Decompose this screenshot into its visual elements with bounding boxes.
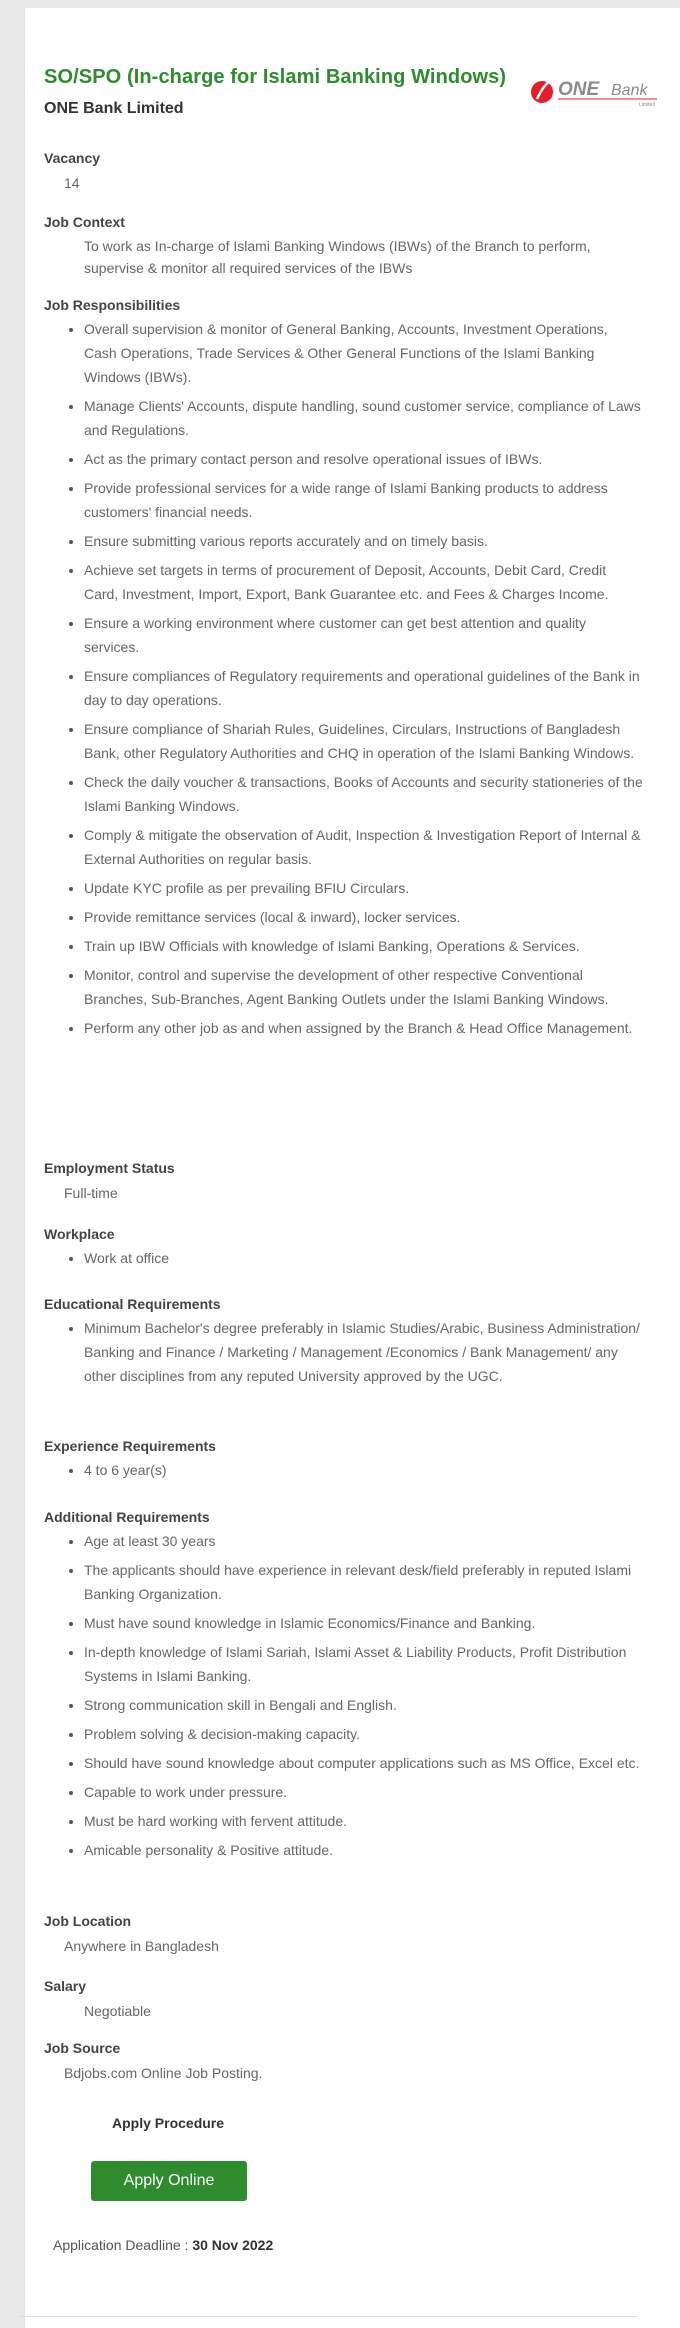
responsibilities-label: Job Responsibilities: [44, 297, 181, 313]
education-label: Educational Requirements: [44, 1296, 221, 1312]
list-item: • Problem solving & decision-making capacity.: [84, 1722, 644, 1746]
responsibilities-section: [44, 295, 644, 1045]
workplace-section: [44, 1224, 644, 1275]
salary-value: Negotiable: [84, 2003, 151, 2019]
education-list: [44, 1316, 644, 1388]
top-bar: [0, 0, 680, 8]
list-item: • Update KYC profile as per prevailing BFIU Circulars.: [84, 876, 644, 900]
list-item: • Minimum Bachelor's degree preferably in Islamic Studies/Arabic, Business Administration/ Banking and Finance / Marketing / Management /Economics / Bank Management/ any other disciplines from any reputed University approved by the UGC.: [84, 1316, 644, 1388]
workplace-list: [44, 1246, 644, 1270]
list-item: • Strong communication skill in Bengali and English.: [84, 1693, 644, 1717]
list-item: • Amicable personality & Positive attitude.: [84, 1838, 644, 1862]
list-item: • 4 to 6 year(s): [84, 1458, 644, 1482]
list-item: • Ensure submitting various reports accurately and on timely basis.: [84, 529, 644, 553]
employment-status-label: Employment Status: [44, 1160, 175, 1176]
logo-text-limited: Limited: [639, 102, 656, 108]
company-name: ONE Bank Limited: [44, 100, 184, 117]
experience-list: [44, 1458, 644, 1482]
job-context-label: Job Context: [44, 214, 125, 230]
experience-label: Experience Requirements: [44, 1438, 216, 1454]
divider: [19, 2316, 637, 2317]
job-location-section: [44, 1911, 644, 1956]
application-deadline: [53, 2237, 273, 2253]
list-item: • In-depth knowledge of Islami Sariah, Islami Asset & Liability Products, Profit Distribution Systems in Islami Banking.: [84, 1640, 644, 1688]
job-card: [24, 8, 680, 2328]
list-item: • Work at office: [84, 1246, 644, 1270]
list-item: • Ensure compliances of Regulatory requirements and operational guidelines of the Bank in day to day operations.: [84, 664, 644, 712]
apply-online-button[interactable]: Apply Online: [91, 2161, 247, 2201]
employment-status-value: Full-time: [64, 1185, 118, 1201]
vacancy-label: Vacancy: [44, 150, 101, 166]
job-location-value: Anywhere in Bangladesh: [64, 1938, 219, 1954]
list-item: • Must be hard working with fervent attitude.: [84, 1809, 644, 1833]
list-item: • Perform any other job as and when assigned by the Branch & Head Office Management.: [84, 1016, 644, 1040]
list-item: • Capable to work under pressure.: [84, 1780, 644, 1804]
job-source-value: Bdjobs.com Online Job Posting.: [64, 2065, 263, 2081]
list-item: • The applicants should have experience in relevant desk/field preferably in reputed Islami Banking Organization.: [84, 1558, 644, 1606]
salary-label: Salary: [44, 1978, 87, 1994]
apply-procedure-heading: Apply Procedure: [112, 2115, 225, 2131]
list-item: • Comply & mitigate the observation of Audit, Inspection & Investigation Report of Internal & External Authorities on regular basis.: [84, 823, 644, 871]
list-item: • Train up IBW Officials with knowledge of Islami Banking, Operations & Services.: [84, 934, 644, 958]
workplace-label: Workplace: [44, 1226, 115, 1242]
logo-text-one: ONE: [558, 79, 600, 100]
education-section: [44, 1294, 644, 1393]
list-item: • Ensure compliance of Shariah Rules, Guidelines, Circulars, Instructions of Bangladesh Bank, other Regulatory Authorities and CHQ in operation of the Islami Banking Windows.: [84, 717, 644, 765]
responsibilities-list: [44, 317, 644, 1040]
additional-requirements-list: [44, 1529, 644, 1862]
deadline-value: 30 Nov 2022: [192, 2237, 274, 2253]
list-item: • Age at least 30 years: [84, 1529, 644, 1553]
list-item: • Check the daily voucher & transactions, Books of Accounts and security stationeries of the Islami Banking Windows.: [84, 770, 644, 818]
list-item: • Manage Clients' Accounts, dispute handling, sound customer service, compliance of Laws and Regulations.: [84, 394, 644, 442]
salary-section: [44, 1976, 644, 2022]
employment-status-section: [44, 1158, 644, 1203]
list-item: • Should have sound knowledge about computer applications such as MS Office, Excel etc.: [84, 1751, 644, 1775]
list-item: • Provide professional services for a wide range of Islami Banking products to address customers' financial needs.: [84, 476, 644, 524]
list-item: • Must have sound knowledge in Islamic Economics/Finance and Banking.: [84, 1611, 644, 1635]
job-source-label: Job Source: [44, 2040, 121, 2056]
deadline-label: Application Deadline :: [53, 2237, 189, 2253]
list-item: • Provide remittance services (local & inward), locker services.: [84, 905, 644, 929]
experience-section: [44, 1436, 644, 1487]
job-context-section: [44, 212, 644, 279]
vacancy-value: 14: [64, 175, 80, 191]
company-logo: [527, 68, 662, 110]
list-item: • Monitor, control and supervise the development of other respective Conventional Branches, Sub-Branches, Agent Banking Outlets under the Islami Banking Windows.: [84, 963, 644, 1011]
additional-requirements-section: [44, 1507, 644, 1867]
additional-requirements-label: Additional Requirements: [44, 1509, 210, 1525]
job-title: SO/SPO (In-charge for Islami Banking Windows): [44, 66, 507, 88]
list-item: • Act as the primary contact person and resolve operational issues of IBWs.: [84, 447, 644, 471]
list-item: • Overall supervision & monitor of General Banking, Accounts, Investment Operations, Cash Operations, Trade Services & Other General Functions of the Islami Banking Windows (IBWs).: [84, 317, 644, 389]
list-item: • Achieve set targets in terms of procurement of Deposit, Accounts, Debit Card, Credit Card, Investment, Import, Export, Bank Guarantee etc. and Fees & Charges Income.: [84, 558, 644, 606]
job-location-label: Job Location: [44, 1913, 132, 1929]
logo-text-bank: Bank: [611, 82, 648, 99]
job-context-value: To work as In-charge of Islami Banking Windows (IBWs) of the Branch to perform, supervise & monitor all required services of the IBWs: [84, 238, 591, 276]
vacancy-section: [44, 148, 644, 193]
job-source-section: [44, 2038, 644, 2083]
list-item: • Ensure a working environment where customer can get best attention and quality services.: [84, 611, 644, 659]
